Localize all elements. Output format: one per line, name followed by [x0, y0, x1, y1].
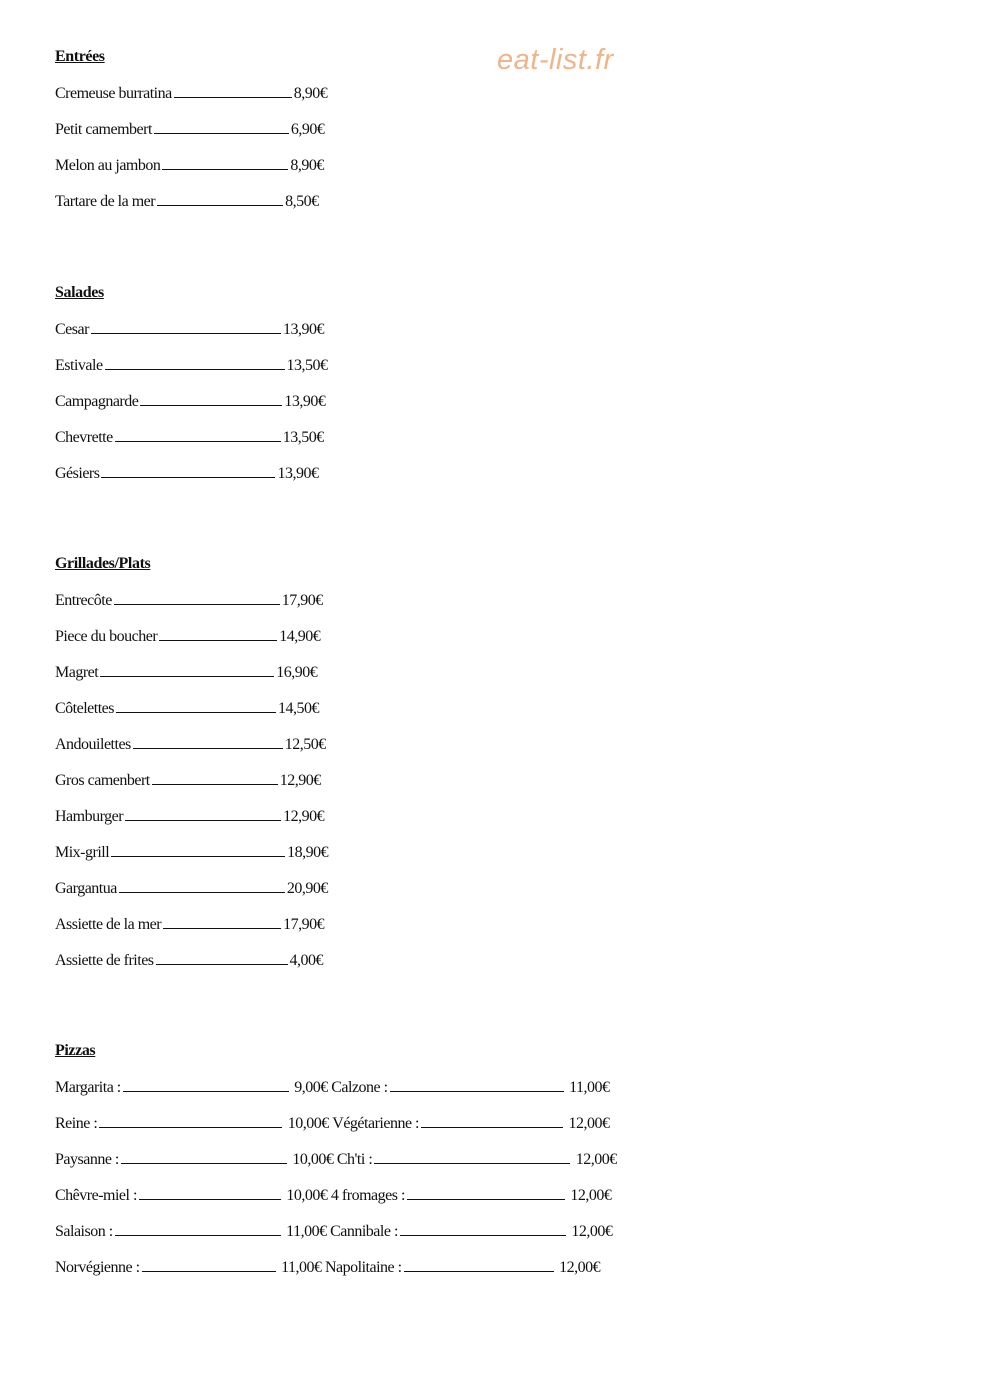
menu-item	[55, 83, 327, 119]
section-title: Entrées	[55, 48, 105, 65]
item-name: Assiette de la mer	[55, 916, 162, 933]
pizza-price-right: 12,00€	[570, 1187, 612, 1204]
leader-line	[125, 806, 281, 821]
leader-line	[157, 191, 283, 206]
item-price: 12,50€	[284, 736, 326, 753]
pizza-price-left: 11,00€	[286, 1223, 327, 1240]
item-name: Chevrette	[55, 429, 113, 446]
item-name: Estivale	[55, 357, 103, 374]
item-price: 13,50€	[286, 357, 328, 374]
leader-line	[139, 1185, 281, 1200]
leader-line	[174, 83, 292, 98]
leader-line	[133, 734, 283, 749]
pizza-price-right: 12,00€	[568, 1115, 610, 1132]
pizza-name-right: Napolitaine :	[324, 1259, 402, 1276]
pizza-name-right: Cannibale :	[330, 1223, 398, 1240]
menu-item	[55, 806, 328, 842]
pizza-name-right: Calzone :	[331, 1079, 388, 1096]
item-name: Gargantua	[55, 880, 117, 897]
leader-line	[123, 1077, 289, 1092]
pizza-price-left: 10,00€	[292, 1151, 334, 1168]
menu-item	[55, 191, 327, 227]
leader-line	[400, 1221, 566, 1236]
item-price: 6,90€	[290, 121, 325, 138]
leader-line	[152, 770, 278, 785]
item-name: Gésiers	[55, 465, 100, 482]
pizza-name-left: Paysanne :	[55, 1151, 119, 1168]
pizza-name-left: Reine :	[55, 1115, 98, 1132]
leader-line	[99, 1113, 282, 1128]
item-name: Tartare de la mer	[55, 193, 156, 210]
pizza-price-right: 12,00€	[575, 1151, 617, 1168]
pizza-name-left: Salaison :	[55, 1223, 113, 1240]
item-name: Mix-grill	[55, 844, 110, 861]
pizza-price-left: 11,00€	[281, 1259, 322, 1276]
pizza-row	[55, 1257, 617, 1293]
leader-line	[105, 355, 285, 370]
leader-line	[404, 1257, 554, 1272]
section-title: Grillades/Plats	[55, 555, 151, 572]
watermark-logo: eat-list.fr	[497, 44, 614, 76]
pizza-price-left: 9,00€	[294, 1079, 328, 1096]
item-price: 8,50€	[285, 193, 319, 210]
leader-line	[91, 319, 281, 334]
leader-line	[115, 427, 281, 442]
leader-line	[116, 698, 276, 713]
item-price: 20,90€	[286, 880, 328, 897]
menu-item	[55, 842, 328, 878]
menu-item	[55, 662, 328, 698]
section-title: Salades	[55, 284, 104, 301]
menu-item	[55, 770, 328, 806]
item-name: Cesar	[55, 321, 89, 338]
pizza-price-left: 10,00€	[286, 1187, 328, 1204]
leader-line	[163, 914, 281, 929]
pizza-row	[55, 1221, 617, 1257]
leader-line	[154, 119, 289, 134]
item-price: 17,90€	[281, 592, 323, 609]
section-salades	[55, 283, 328, 499]
pizza-row	[55, 1077, 617, 1113]
pizza-row	[55, 1113, 617, 1149]
leader-line	[407, 1185, 565, 1200]
section-pizzas	[55, 1041, 617, 1293]
pizza-row	[55, 1185, 617, 1221]
pizza-price-right: 12,00€	[559, 1259, 601, 1276]
item-price: 4,00€	[289, 952, 324, 969]
leader-line	[162, 155, 288, 170]
menu-item	[55, 734, 328, 770]
item-price: 12,90€	[279, 772, 321, 789]
item-name: Andouilettes	[55, 736, 131, 753]
item-price: 12,90€	[283, 808, 325, 825]
item-price: 8,90€	[290, 157, 324, 174]
section-entrees	[55, 47, 327, 227]
menu-item	[55, 463, 328, 499]
item-price: 13,90€	[282, 321, 324, 338]
leader-line	[114, 590, 280, 605]
menu-item	[55, 427, 328, 463]
section-grillades	[55, 554, 328, 986]
leader-line	[115, 1221, 281, 1236]
pizza-row	[55, 1149, 617, 1185]
section-title: Pizzas	[55, 1042, 96, 1059]
leader-line	[374, 1149, 570, 1164]
item-price: 16,90€	[276, 664, 318, 681]
leader-line	[142, 1257, 276, 1272]
item-price: 17,90€	[283, 916, 325, 933]
menu-item	[55, 878, 328, 914]
pizza-price-left: 10,00€	[287, 1115, 329, 1132]
leader-line	[100, 662, 274, 677]
menu-item	[55, 155, 327, 191]
item-name: Campagnarde	[55, 393, 139, 410]
item-name: Cremeuse burratina	[55, 85, 172, 102]
item-price: 8,90€	[293, 85, 328, 102]
item-price: 13,90€	[284, 393, 326, 410]
menu-item	[55, 914, 328, 950]
menu-item	[55, 391, 328, 427]
item-price: 14,50€	[277, 700, 319, 717]
item-name: Piece du boucher	[55, 628, 158, 645]
item-price: 13,90€	[277, 465, 319, 482]
item-name: Entrecôte	[55, 592, 112, 609]
leader-line	[111, 842, 285, 857]
menu-item	[55, 698, 328, 734]
item-name: Assiette de frites	[55, 952, 154, 969]
pizza-name-left: Margarita :	[55, 1079, 121, 1096]
pizza-price-right: 12,00€	[571, 1223, 613, 1240]
item-name: Hamburger	[55, 808, 124, 825]
leader-line	[119, 878, 285, 893]
item-name: Côtelettes	[55, 700, 114, 717]
leader-line	[101, 463, 275, 478]
item-name: Gros camenbert	[55, 772, 150, 789]
item-name: Magret	[55, 664, 99, 681]
item-price: 14,90€	[279, 628, 321, 645]
pizza-name-right: 4 fromages :	[330, 1187, 405, 1204]
menu-item	[55, 950, 328, 986]
pizza-price-right: 11,00€	[569, 1079, 610, 1096]
pizza-name-left: Norvégienne :	[55, 1259, 140, 1276]
pizza-name-left: Chêvre-miel :	[55, 1187, 137, 1204]
menu-item	[55, 355, 328, 391]
pizza-name-right: Ch'ti :	[336, 1151, 373, 1168]
leader-line	[121, 1149, 287, 1164]
leader-line	[140, 391, 282, 406]
item-name: Petit camembert	[55, 121, 152, 138]
menu-item	[55, 319, 328, 355]
menu-item	[55, 119, 327, 155]
menu-item	[55, 590, 328, 626]
pizza-name-right: Végétarienne :	[332, 1115, 419, 1132]
menu-item	[55, 626, 328, 662]
item-price: 13,50€	[282, 429, 324, 446]
item-name: Melon au jambon	[55, 157, 161, 174]
leader-line	[156, 950, 288, 965]
leader-line	[421, 1113, 563, 1128]
leader-line	[159, 626, 277, 641]
leader-line	[390, 1077, 564, 1092]
item-price: 18,90€	[287, 844, 329, 861]
